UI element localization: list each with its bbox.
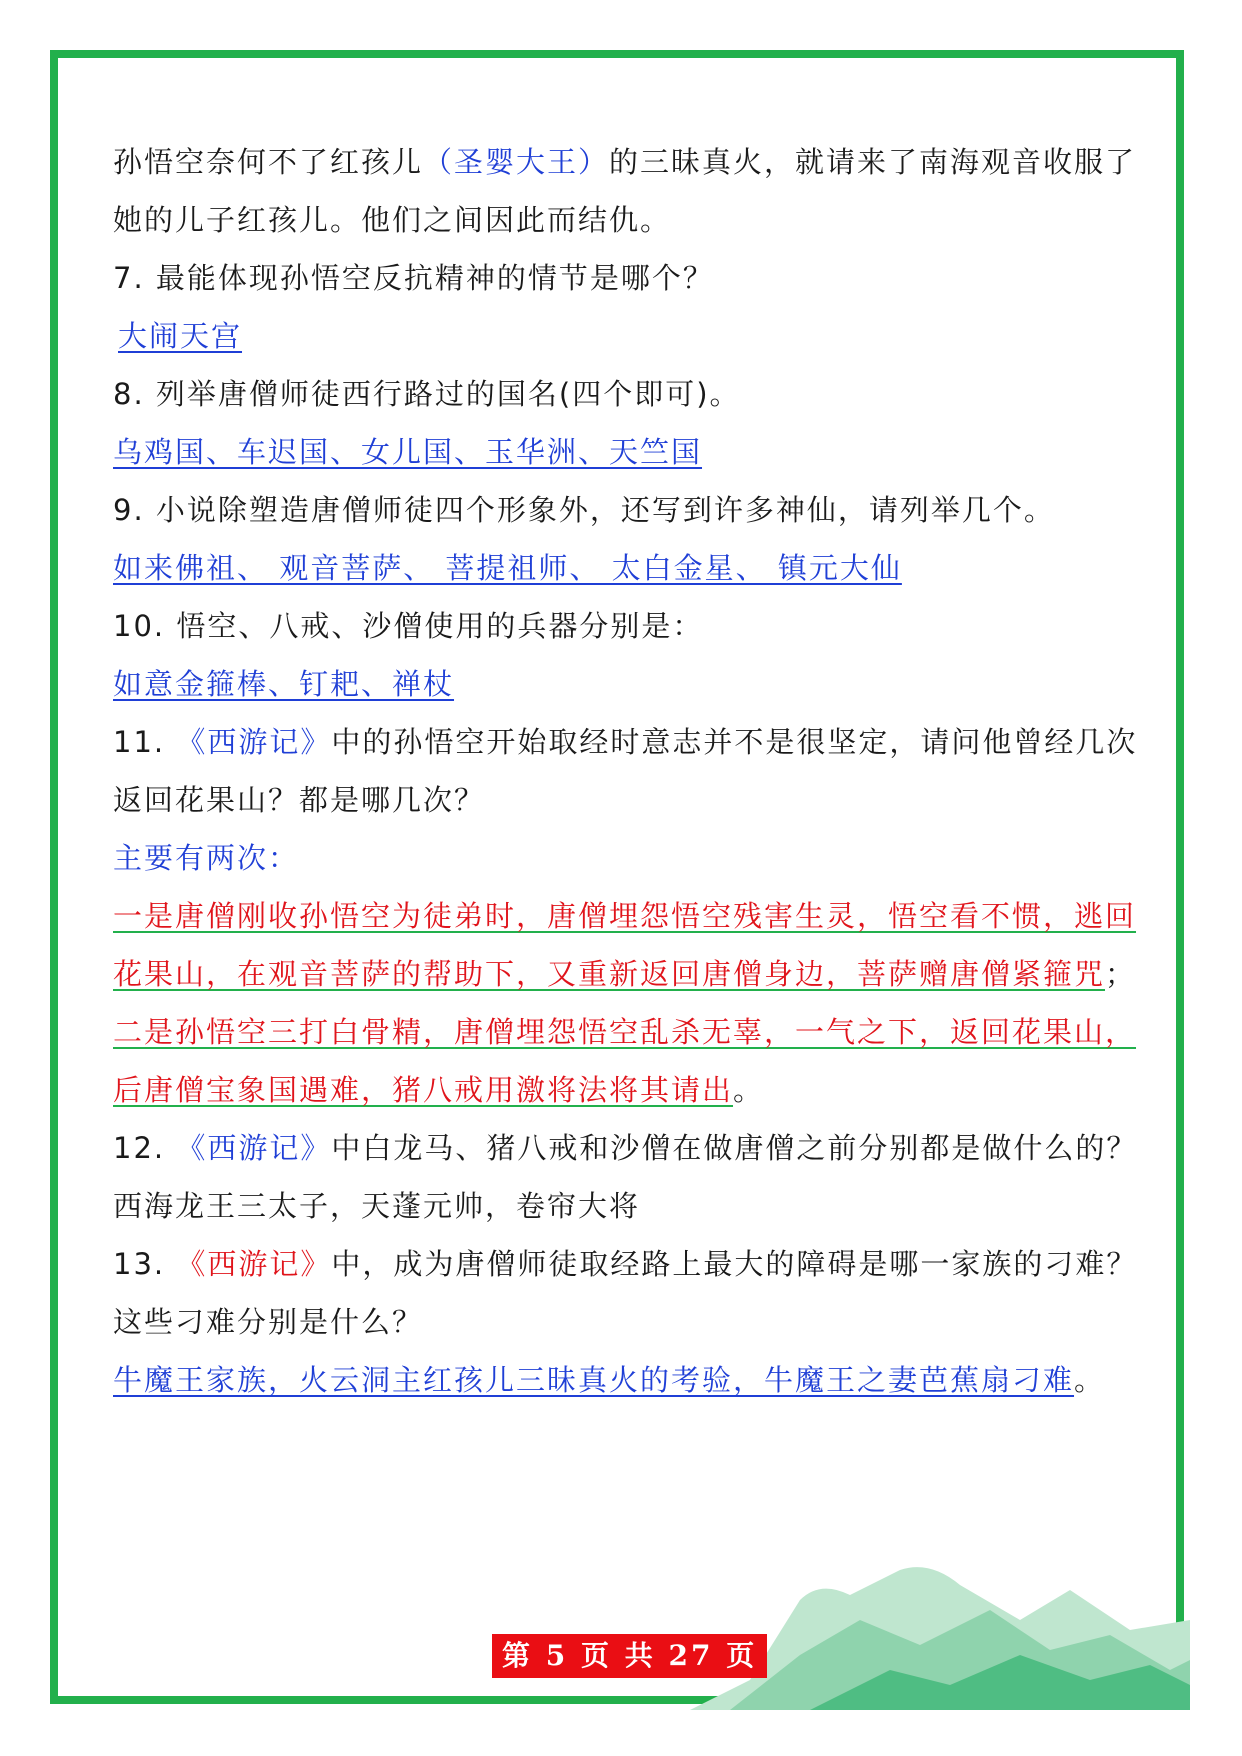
- punctuation: ；: [1105, 957, 1137, 991]
- page-number-badge: 第 5 页 共 27 页: [492, 1634, 767, 1678]
- paragraph-line-2: 她的儿子红孩儿。他们之间因此而结仇。: [113, 203, 672, 237]
- question-text: 中的孙悟空开始取经时意志并不是很坚定，请问他曾经几次: [331, 725, 1138, 759]
- question-11: [113, 722, 1137, 762]
- paragraph-alias: （圣婴大王）: [423, 145, 610, 179]
- answer-7: 大闹天宫: [118, 319, 243, 353]
- answer-8: 乌鸡国、车迟国、女儿国、玉华洲、天竺国: [113, 435, 703, 469]
- book-title: 《西游记》: [176, 1131, 332, 1165]
- answer-12: 西海龙王三太子，天蓬元帅，卷帘大将: [113, 1189, 641, 1223]
- punctuation: 。: [1074, 1363, 1106, 1397]
- question-8: 8. 列举唐僧师徒西行路过的国名(四个即可)。: [113, 377, 741, 411]
- answer-11-line: 花果山，在观音菩萨的帮助下，又重新返回唐僧身边，菩萨赠唐僧紧箍咒: [113, 957, 1106, 991]
- question-10: 10. 悟空、八戒、沙僧使用的兵器分别是：: [113, 609, 704, 643]
- punctuation: 。: [733, 1073, 765, 1107]
- answer-13: 牛魔王家族，火云洞主红孩儿三昧真火的考验，牛魔王之妻芭蕉扇刁难: [113, 1363, 1075, 1397]
- question-number: 12.: [113, 1131, 166, 1165]
- answer-11-intro: 主要有两次：: [113, 841, 300, 875]
- paragraph-text: 的三昧真火，就请来了南海观音收服了: [609, 145, 1137, 179]
- book-title: 《西游记》: [176, 1247, 332, 1281]
- book-title: 《西游记》: [176, 725, 332, 759]
- question-number: 13.: [113, 1247, 166, 1281]
- question-11-cont: 返回花果山？都是哪几次？: [113, 783, 486, 817]
- question-number: 11.: [113, 725, 166, 759]
- question-text: 中白龙马、猪八戒和沙僧在做唐僧之前分别都是做什么的？: [331, 1131, 1138, 1165]
- question-9: 9. 小说除塑造唐僧师徒四个形象外，还写到许多神仙，请列举几个。: [113, 493, 1055, 527]
- paragraph-line-1: [113, 142, 1136, 182]
- question-text: 中，成为唐僧师徒取经路上最大的障碍是哪一家族的刁难？: [331, 1247, 1138, 1281]
- answer-10: 如意金箍棒、钉耙、禅杖: [113, 667, 455, 701]
- question-13: [113, 1244, 1137, 1284]
- question-7: 7. 最能体现孙悟空反抗精神的情节是哪个？: [113, 261, 714, 295]
- answer-11-line: 后唐僧宝象国遇难，猪八戒用激将法将其请出: [113, 1073, 734, 1107]
- answer-11-line: 二是孙悟空三打白骨精，唐僧埋怨悟空乱杀无辜，一气之下，返回花果山，: [113, 1015, 1137, 1049]
- question-12: [113, 1128, 1137, 1168]
- question-13-cont: 这些刁难分别是什么？: [113, 1305, 424, 1339]
- paragraph-text: 孙悟空奈何不了红孩儿: [113, 145, 424, 179]
- answer-9: 如来佛祖、 观音菩萨、 菩提祖师、 太白金星、 镇元大仙: [113, 551, 902, 585]
- answer-11-line: 一是唐僧刚收孙悟空为徒弟时，唐僧埋怨悟空残害生灵，悟空看不惯，逃回: [113, 899, 1137, 933]
